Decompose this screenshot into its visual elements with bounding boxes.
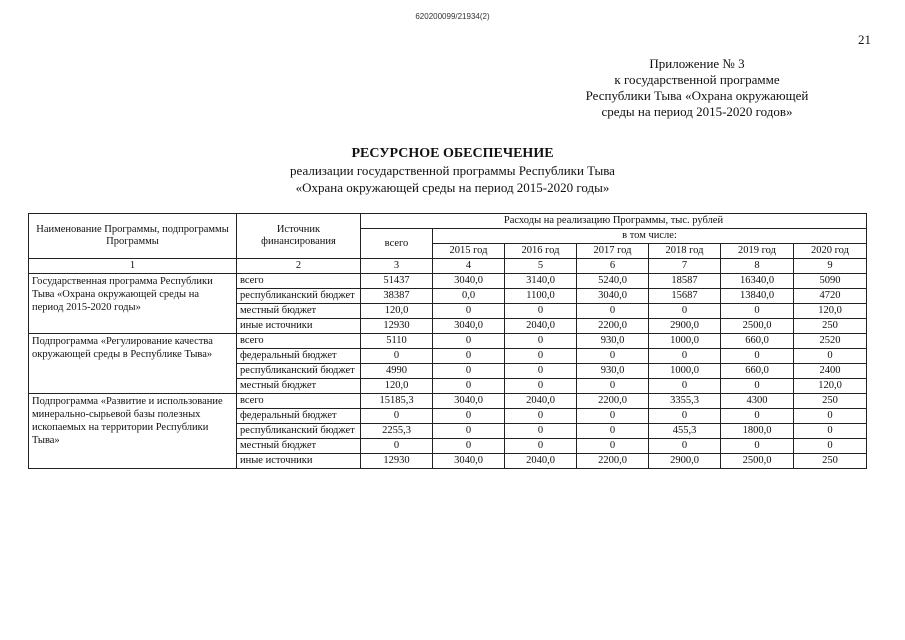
value-cell: 1100,0 xyxy=(505,289,577,304)
source-cell: республиканский бюджет xyxy=(237,364,361,379)
header-year: 2015 год xyxy=(433,244,505,259)
value-cell: 2900,0 xyxy=(649,454,721,469)
column-number: 4 xyxy=(433,259,505,274)
value-cell: 0 xyxy=(721,304,794,319)
value-cell: 0 xyxy=(794,409,867,424)
value-cell: 120,0 xyxy=(794,379,867,394)
column-number: 8 xyxy=(721,259,794,274)
header-year: 2017 год xyxy=(577,244,649,259)
value-cell: 4720 xyxy=(794,289,867,304)
source-cell: всего xyxy=(237,394,361,409)
value-cell: 4990 xyxy=(361,364,433,379)
column-number: 5 xyxy=(505,259,577,274)
value-cell: 38387 xyxy=(361,289,433,304)
source-cell: республиканский бюджет xyxy=(237,424,361,439)
appendix-line: к государственной программе xyxy=(614,72,780,87)
value-cell: 0 xyxy=(577,349,649,364)
table-row xyxy=(29,334,867,349)
program-name-cell: Государственная программа Республики Тыва «Охрана окружающей среды на период 2015-2020 годы» xyxy=(29,274,237,334)
title-main: РЕСУРСНОЕ ОБЕСПЕЧЕНИЕ xyxy=(351,146,554,161)
value-cell: 0 xyxy=(577,424,649,439)
column-number: 9 xyxy=(794,259,867,274)
header-year: 2020 год xyxy=(794,244,867,259)
value-cell: 0 xyxy=(577,439,649,454)
appendix-note xyxy=(547,56,847,120)
value-cell: 15687 xyxy=(649,289,721,304)
value-cell: 120,0 xyxy=(794,304,867,319)
value-cell: 5240,0 xyxy=(577,274,649,289)
value-cell: 0 xyxy=(577,304,649,319)
value-cell: 120,0 xyxy=(361,304,433,319)
column-number: 2 xyxy=(237,259,361,274)
column-number: 1 xyxy=(29,259,237,274)
value-cell: 3040,0 xyxy=(433,394,505,409)
value-cell: 250 xyxy=(794,394,867,409)
header-expenses: Расходы на реализацию Программы, тыс. рублей xyxy=(361,214,867,229)
value-cell: 660,0 xyxy=(721,364,794,379)
source-cell: местный бюджет xyxy=(237,439,361,454)
value-cell: 455,3 xyxy=(649,424,721,439)
value-cell: 3040,0 xyxy=(433,319,505,334)
header-year: 2019 год xyxy=(721,244,794,259)
value-cell: 3355,3 xyxy=(649,394,721,409)
appendix-line: Республики Тыва «Охрана окружающей xyxy=(585,88,809,103)
value-cell: 0 xyxy=(505,424,577,439)
value-cell: 3040,0 xyxy=(433,274,505,289)
value-cell: 3040,0 xyxy=(433,454,505,469)
value-cell: 2255,3 xyxy=(361,424,433,439)
value-cell: 0 xyxy=(433,424,505,439)
source-cell: республиканский бюджет xyxy=(237,289,361,304)
value-cell: 0 xyxy=(433,409,505,424)
appendix-line: среды на период 2015-2020 годов» xyxy=(601,104,793,119)
resource-table xyxy=(28,213,867,469)
value-cell: 2040,0 xyxy=(505,394,577,409)
header-year: 2016 год xyxy=(505,244,577,259)
value-cell: 930,0 xyxy=(577,364,649,379)
program-name-cell: Подпрограмма «Развитие и использование минерально-сырьевой базы полезных ископаемых на территории Республики Тыва» xyxy=(29,394,237,469)
value-cell: 5110 xyxy=(361,334,433,349)
value-cell: 1000,0 xyxy=(649,364,721,379)
value-cell: 0 xyxy=(721,349,794,364)
value-cell: 2200,0 xyxy=(577,454,649,469)
program-name-cell: Подпрограмма «Регулирование качества окружающей среды в Республике Тыва» xyxy=(29,334,237,394)
header-total: всего xyxy=(361,229,433,259)
value-cell: 0 xyxy=(577,379,649,394)
value-cell: 0 xyxy=(433,379,505,394)
value-cell: 0 xyxy=(433,304,505,319)
appendix-line: Приложение № 3 xyxy=(649,56,745,71)
value-cell: 0 xyxy=(433,349,505,364)
value-cell: 0 xyxy=(505,364,577,379)
value-cell: 2400 xyxy=(794,364,867,379)
value-cell: 120,0 xyxy=(361,379,433,394)
value-cell: 2500,0 xyxy=(721,319,794,334)
value-cell: 0 xyxy=(505,304,577,319)
value-cell: 0,0 xyxy=(433,289,505,304)
value-cell: 2900,0 xyxy=(649,319,721,334)
value-cell: 0 xyxy=(361,439,433,454)
value-cell: 4300 xyxy=(721,394,794,409)
source-cell: федеральный бюджет xyxy=(237,349,361,364)
value-cell: 930,0 xyxy=(577,334,649,349)
title-line: реализации государственной программы Республики Тыва xyxy=(290,163,615,178)
source-cell: иные источники xyxy=(237,319,361,334)
value-cell: 0 xyxy=(433,334,505,349)
value-cell: 0 xyxy=(433,439,505,454)
value-cell: 0 xyxy=(433,364,505,379)
page-number: 21 xyxy=(858,32,871,47)
value-cell: 0 xyxy=(794,439,867,454)
value-cell: 0 xyxy=(505,334,577,349)
value-cell: 0 xyxy=(577,409,649,424)
value-cell: 0 xyxy=(361,349,433,364)
value-cell: 12930 xyxy=(361,319,433,334)
value-cell: 0 xyxy=(649,439,721,454)
value-cell: 0 xyxy=(505,439,577,454)
source-cell: всего xyxy=(237,334,361,349)
value-cell: 3040,0 xyxy=(577,289,649,304)
value-cell: 12930 xyxy=(361,454,433,469)
value-cell: 2200,0 xyxy=(577,319,649,334)
source-cell: местный бюджет xyxy=(237,379,361,394)
value-cell: 0 xyxy=(721,439,794,454)
value-cell: 0 xyxy=(505,349,577,364)
value-cell: 250 xyxy=(794,319,867,334)
header-including: в том числе: xyxy=(433,229,867,244)
value-cell: 2520 xyxy=(794,334,867,349)
value-cell: 1800,0 xyxy=(721,424,794,439)
value-cell: 18587 xyxy=(649,274,721,289)
source-cell: всего xyxy=(237,274,361,289)
value-cell: 0 xyxy=(505,379,577,394)
column-number: 7 xyxy=(649,259,721,274)
value-cell: 2040,0 xyxy=(505,454,577,469)
value-cell: 2040,0 xyxy=(505,319,577,334)
value-cell: 0 xyxy=(794,349,867,364)
document-title xyxy=(0,145,905,196)
table-row xyxy=(29,274,867,289)
header-name: Наименование Программы, подпрограммы Программы xyxy=(29,214,237,259)
value-cell: 3140,0 xyxy=(505,274,577,289)
value-cell: 2200,0 xyxy=(577,394,649,409)
value-cell: 15185,3 xyxy=(361,394,433,409)
value-cell: 16340,0 xyxy=(721,274,794,289)
value-cell: 250 xyxy=(794,454,867,469)
value-cell: 0 xyxy=(649,304,721,319)
value-cell: 0 xyxy=(649,409,721,424)
value-cell: 660,0 xyxy=(721,334,794,349)
value-cell: 51437 xyxy=(361,274,433,289)
title-line: «Охрана окружающей среды на период 2015-2020 годы» xyxy=(295,180,610,195)
source-cell: федеральный бюджет xyxy=(237,409,361,424)
value-cell: 0 xyxy=(721,379,794,394)
value-cell: 0 xyxy=(721,409,794,424)
value-cell: 0 xyxy=(649,379,721,394)
document-number: 620200099/21934(2) xyxy=(415,12,490,21)
source-cell: иные источники xyxy=(237,454,361,469)
value-cell: 2500,0 xyxy=(721,454,794,469)
value-cell: 0 xyxy=(794,424,867,439)
table-row xyxy=(29,394,867,409)
value-cell: 0 xyxy=(649,349,721,364)
source-cell: местный бюджет xyxy=(237,304,361,319)
value-cell: 0 xyxy=(361,409,433,424)
header-source: Источник финансирования xyxy=(237,214,361,259)
header-year: 2018 год xyxy=(649,244,721,259)
column-number: 3 xyxy=(361,259,433,274)
value-cell: 13840,0 xyxy=(721,289,794,304)
column-number: 6 xyxy=(577,259,649,274)
value-cell: 0 xyxy=(505,409,577,424)
value-cell: 5090 xyxy=(794,274,867,289)
value-cell: 1000,0 xyxy=(649,334,721,349)
table-body xyxy=(29,274,867,469)
